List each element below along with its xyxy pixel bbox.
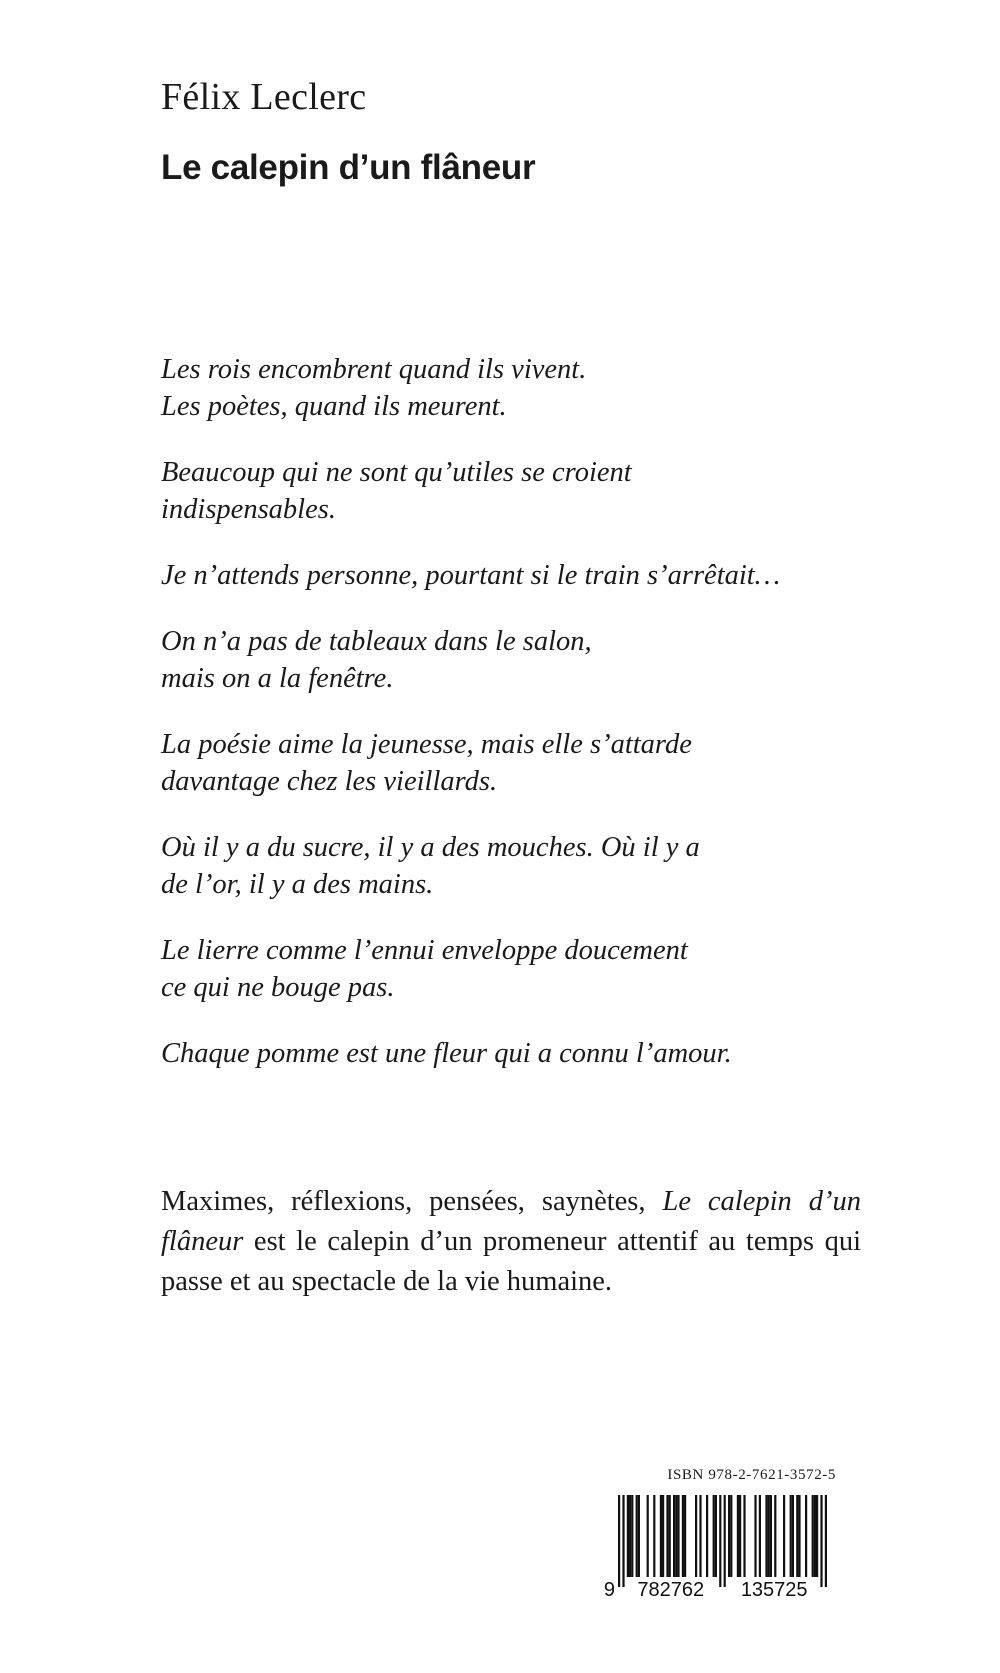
barcode-bar — [677, 1495, 679, 1577]
barcode-digits: 782762 — [637, 1579, 705, 1599]
barcode-bar — [631, 1495, 633, 1577]
barcode-bar — [739, 1495, 741, 1577]
book-title: Le calepin d’un flâneur — [161, 148, 536, 187]
barcode-bar — [743, 1495, 745, 1577]
barcode-bar — [638, 1495, 640, 1577]
barcode-bar — [814, 1495, 816, 1577]
barcode-bar — [715, 1495, 717, 1577]
barcode-bar — [754, 1495, 756, 1577]
barcode-bar — [706, 1495, 708, 1577]
quote: Les rois encombrent quand ils vivent. Les poètes, quand ils meurent. — [161, 354, 587, 422]
description-rest: est le calepin d’un promeneur attentif au temps qui passe et au spectacle de la vie humaine. — [161, 1226, 861, 1297]
barcode-bar — [765, 1495, 767, 1577]
barcode-digits: 135725 — [740, 1579, 808, 1599]
barcode-bar — [774, 1495, 776, 1577]
barcode-bar — [662, 1495, 664, 1577]
barcode-bar — [790, 1495, 792, 1577]
quotes-list — [161, 351, 941, 1101]
barcode-bar — [719, 1495, 721, 1587]
barcode-bar — [695, 1495, 697, 1577]
barcode-bar — [673, 1495, 675, 1577]
barcode — [604, 1493, 840, 1599]
barcode-bar — [798, 1495, 800, 1577]
quote: On n’a pas de tableaux dans le salon, mais on a la fenêtre. — [161, 626, 592, 694]
author-name: Félix Leclerc — [161, 76, 367, 118]
isbn-label: ISBN 978-2-7621-3572-5 — [667, 1467, 836, 1483]
description-intro: Maximes, réflexions, pensées, saynètes, — [161, 1186, 663, 1217]
barcode-bar — [713, 1495, 715, 1577]
barcode-bar — [660, 1495, 662, 1577]
barcode-bar — [812, 1495, 814, 1577]
barcode-digits: 9 — [604, 1579, 615, 1599]
barcode-bar — [730, 1495, 732, 1577]
barcode-bar — [618, 1495, 620, 1587]
barcode-bar — [675, 1495, 677, 1577]
barcode-bar — [759, 1495, 761, 1577]
barcode-bar — [770, 1495, 772, 1577]
barcode-bar — [699, 1495, 701, 1577]
barcode-bar — [825, 1495, 827, 1587]
barcode-bar — [805, 1495, 807, 1577]
barcode-bar — [724, 1495, 726, 1587]
barcode-bar — [647, 1495, 649, 1577]
barcode-bar — [783, 1495, 785, 1577]
quote: La poésie aime la jeunesse, mais elle s’attarde davantage chez les vieillards. — [161, 729, 692, 797]
quote: Beaucoup qui ne sont qu’utiles se croient indispensables. — [161, 457, 632, 525]
barcode-bar — [768, 1495, 770, 1577]
barcode-bar — [653, 1495, 655, 1577]
barcode-bar — [684, 1495, 686, 1577]
barcode-bar — [792, 1495, 794, 1577]
quote: Je n’attends personne, pourtant si le train s’arrêtait… — [161, 560, 781, 591]
barcode-bar — [629, 1495, 631, 1577]
quote: Chaque pomme est une fleur qui a connu l’amour. — [161, 1038, 732, 1069]
barcode-bar — [728, 1495, 730, 1577]
barcode-bar — [627, 1495, 629, 1577]
barcode-bar — [796, 1495, 798, 1577]
description-book-title: Le calepin d’un flâneur — [161, 1186, 861, 1257]
barcode-bar — [682, 1495, 684, 1577]
barcode-bar — [737, 1495, 739, 1577]
barcode-bar — [669, 1495, 671, 1577]
barcode-bar — [816, 1495, 818, 1577]
barcode-bar — [636, 1495, 638, 1577]
quote: Le lierre comme l’ennui enveloppe doucement ce qui ne bouge pas. — [161, 935, 688, 1003]
barcode-bar — [666, 1495, 668, 1577]
book-description — [161, 1182, 861, 1302]
barcode-bar — [622, 1495, 624, 1587]
barcode-bar — [820, 1495, 822, 1587]
quote: Où il y a du sucre, il y a des mouches. Où il y a de l’or, il y a des mains. — [161, 832, 700, 900]
